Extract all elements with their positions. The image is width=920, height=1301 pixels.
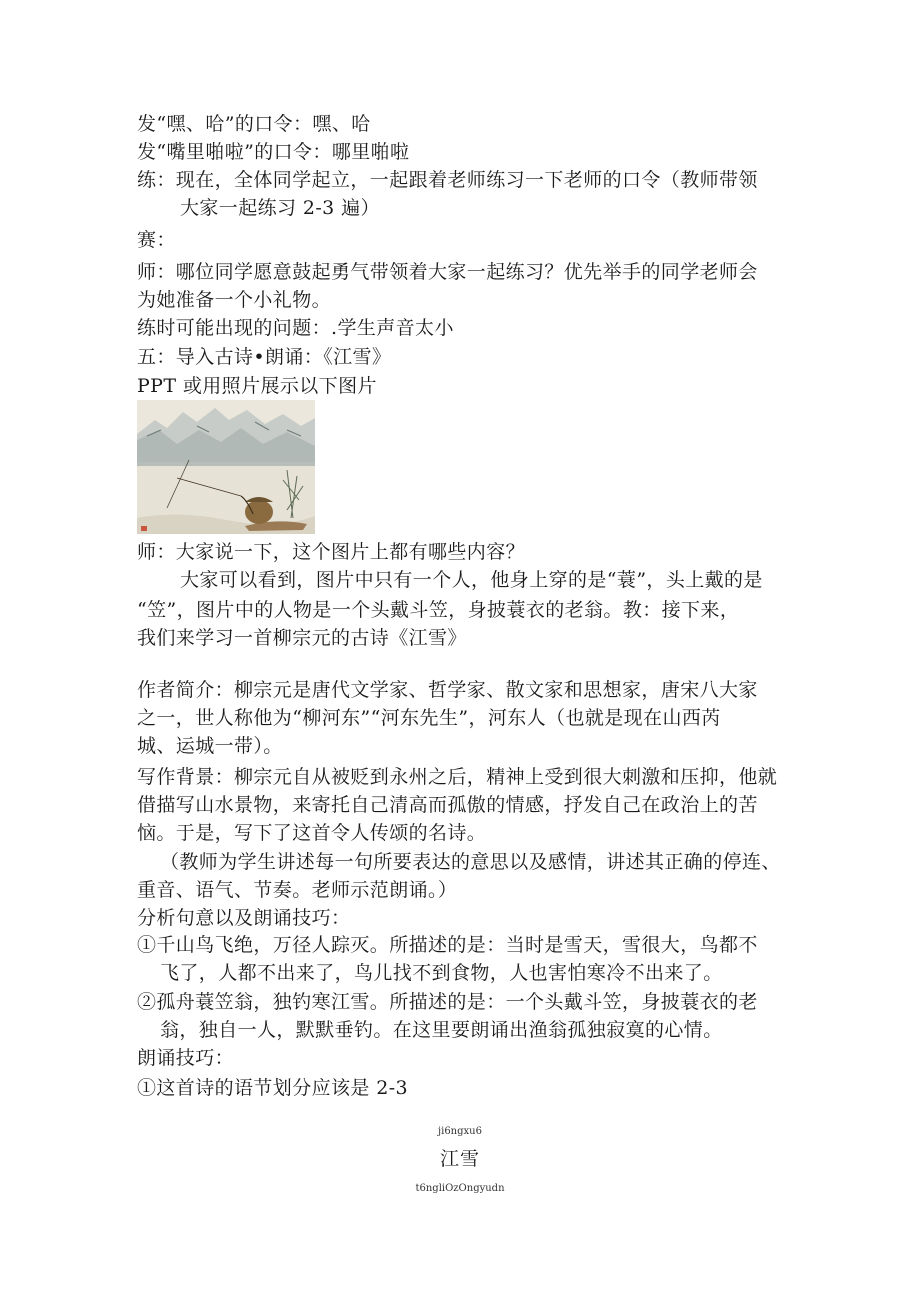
text-line: 赛： (137, 229, 176, 251)
text-line: 朗诵技巧： (137, 1047, 235, 1069)
text-line: 大家可以看到，图片中只有一个人，他身上穿的是“蓑”，头上戴的是 (180, 569, 763, 591)
section-heading: 五：导入古诗•朗诵：《江雪》 (137, 346, 392, 368)
text-line: 写作背景：柳宗元自从被贬到永州之后，精神上受到很大刺激和压抑，他就 (137, 766, 778, 788)
text-line: 借描写山水景物，来寄托自己清高而孤傲的情感，抒发自己在政治上的苦 (137, 794, 758, 816)
text-line: 大家一起练习 2-3 遍） (180, 197, 380, 219)
text-line: 飞了，人都不出来了，鸟儿找不到食物，人也害怕寒冷不出来了。 (160, 962, 723, 984)
poem-title-pinyin: ji6ngxu6 (438, 1126, 482, 1137)
text-line: 作者简介：柳宗元是唐代文学家、哲学家、散文家和思想家，唐宋八大家 (137, 679, 758, 701)
text-line: 之一，世人称他为“柳河东”“河东先生”，河东人（也就是现在山西芮 (137, 707, 721, 729)
text-line: 分析句意以及朗诵技巧： (137, 907, 351, 929)
text-line: 练时可能出现的问题：.学生声音太小 (137, 317, 454, 339)
snow-fisherman-painting (137, 400, 315, 534)
text-line: PPT 或用照片展示以下图片 (137, 375, 377, 397)
text-line: 发“嘴里啪啦”的口令：哪里啪啦 (137, 141, 410, 163)
text-line: 重音、语气、节奏。老师示范朗诵。） (137, 879, 458, 901)
text-line: “笠”，图片中的人物是一个头戴斗笠，身披蓑衣的老翁。教：接下来， (137, 599, 740, 621)
text-line: 为她准备一个小礼物。 (137, 289, 332, 311)
text-line: 练：现在，全体同学起立，一起跟着老师练习一下老师的口令（教师带领 (137, 169, 758, 191)
text-line: （教师为学生讲述每一句所要表达的意思以及感情，讲述其正确的停连、 (160, 851, 781, 873)
text-line: ②孤舟蓑笠翁，独钓寒江雪。所描述的是：一个头戴斗笠，身披蓑衣的老 (137, 991, 758, 1013)
text-line: ①这首诗的语节划分应该是 2-3 (137, 1077, 409, 1099)
poem-title: 江雪 (439, 1148, 480, 1170)
text-line: 师：哪位同学愿意鼓起勇气带领着大家一起练习？优先举手的同学老师会 (137, 261, 758, 283)
text-line: 翁，独自一人，默默垂钓。在这里要朗诵出渔翁孤独寂寞的心情。 (160, 1019, 723, 1041)
text-line: 恼。于是，写下了这首令人传颂的名诗。 (137, 822, 487, 844)
text-line: 城、运城一带）。 (137, 735, 283, 757)
text-line: ①千山鸟飞绝，万径人踪灭。所描述的是：当时是雪天，雪很大，鸟都不 (137, 934, 758, 956)
text-line: 师：大家说一下，这个图片上都有哪些内容？ (137, 541, 526, 563)
text-line: 我们来学习一首柳宗元的古诗《江雪》 (137, 627, 467, 649)
text-line: 发“嘿、哈”的口令：嘿、哈 (137, 113, 371, 135)
poem-author-pinyin: t6ngliOzOngyudn (415, 1183, 505, 1194)
